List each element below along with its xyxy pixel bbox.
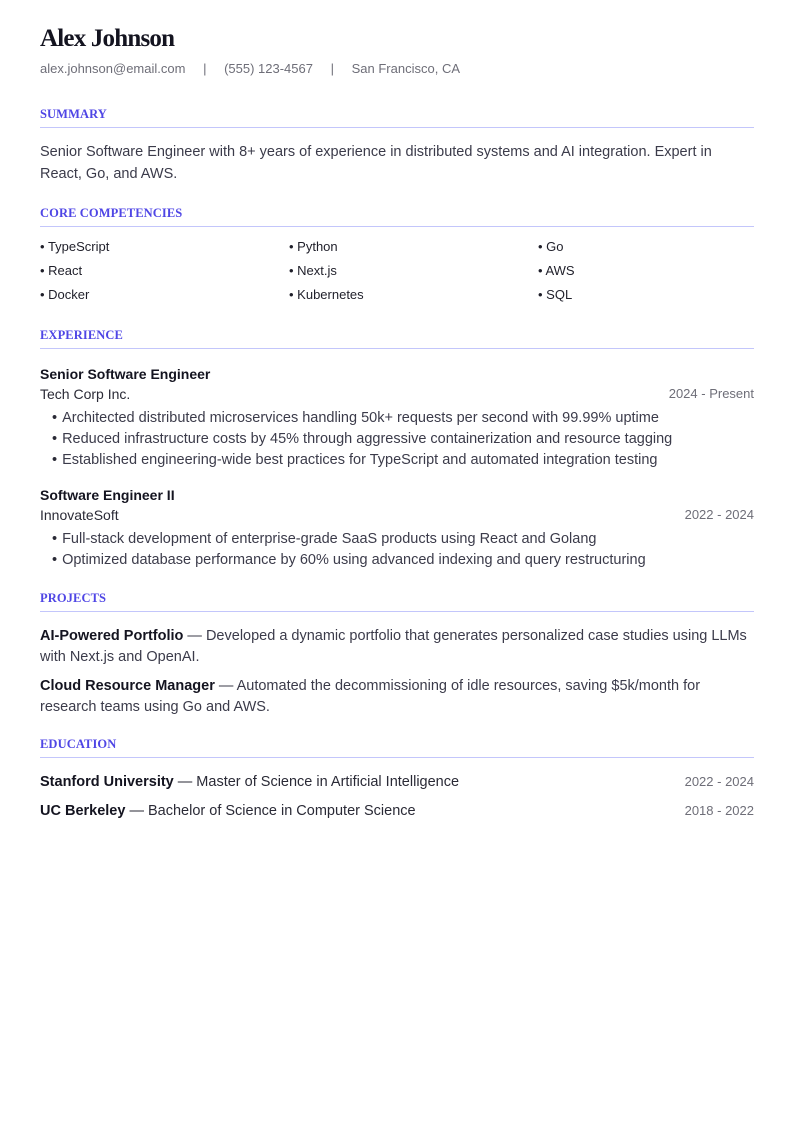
candidate-name: Alex Johnson [40,25,175,52]
competencies-section [40,205,754,305]
skills-grid [40,237,754,305]
summary-text: Senior Software Engineer with 8+ years of experience in distributed systems and AI integration. Expert in React, Go, and AWS. [40,144,712,182]
degree-text: — Master of Science in Artificial Intelligence [173,774,460,790]
job-dates: 2022 - 2024 [684,507,754,522]
competencies-heading: CORE COMPETENCIES [40,205,754,227]
education-section [40,736,754,758]
project-description: — Automated the decommissioning of idle resources, saving $5k/month for research teams using Go and AWS. [40,678,701,715]
company-name: InnovateSoft [40,507,119,523]
email-text: alex.johnson@email.com [40,61,186,76]
skill-item: • Docker [40,287,90,302]
job-dates: 2024 - Present [668,386,754,401]
bullet-item: • Architected distributed microservices handling 50k+ requests per second with 99.99% uptime [52,408,754,429]
projects-section [40,590,754,612]
contact-line [40,60,460,78]
skill-item: • SQL [538,287,573,302]
skill-item: • Python [289,239,338,254]
skill-item: • Go [538,239,564,254]
separator: | [203,61,207,76]
school-name: Stanford University [40,774,174,790]
job-title: Senior Software Engineer [40,366,211,382]
bullet-item: • Reduced infrastructure costs by 45% through aggressive containerization and resource tagging [52,429,754,450]
experience-section [40,327,754,349]
skill-item: • Next.js [289,263,337,278]
company-name: Tech Corp Inc. [40,386,131,402]
education-dates: 2022 - 2024 [684,774,754,789]
separator: | [330,61,334,76]
skill-item: • React [40,263,83,278]
skill-item: • Kubernetes [289,287,364,302]
education-item [40,772,754,792]
job-meta [40,384,754,404]
project-item [40,676,754,718]
experience-heading: EXPERIENCE [40,327,754,349]
skill-item: • TypeScript [40,239,110,254]
job-title: Software Engineer II [40,487,175,503]
education-dates: 2018 - 2022 [684,803,754,818]
job-bullets [40,529,754,571]
job-meta [40,505,754,525]
phone-text: (555) 123-4567 [224,61,313,76]
bullet-item: • Full-stack development of enterprise-grade SaaS products using React and Golang [52,529,754,550]
education-heading: EDUCATION [40,736,754,758]
bullet-item: • Established engineering-wide best practices for TypeScript and automated integration testing [52,450,754,471]
summary-section [40,106,754,185]
project-item [40,626,754,668]
project-name: Cloud Resource Manager [40,678,215,694]
project-description: — Developed a dynamic portfolio that generates personalized case studies using LLMs with Next.js and OpenAI. [40,628,747,665]
education-item [40,801,754,821]
skill-item: • AWS [538,263,575,278]
project-name: AI-Powered Portfolio [40,628,184,644]
location-text: San Francisco, CA [351,61,460,76]
job-entry [40,364,754,471]
bullet-item: • Optimized database performance by 60% using advanced indexing and query restructuring [52,550,754,571]
projects-heading: PROJECTS [40,590,754,612]
summary-heading: SUMMARY [40,106,754,128]
job-entry [40,485,754,571]
job-bullets [40,408,754,471]
degree-text: — Bachelor of Science in Computer Science [125,803,416,819]
school-name: UC Berkeley [40,803,126,819]
